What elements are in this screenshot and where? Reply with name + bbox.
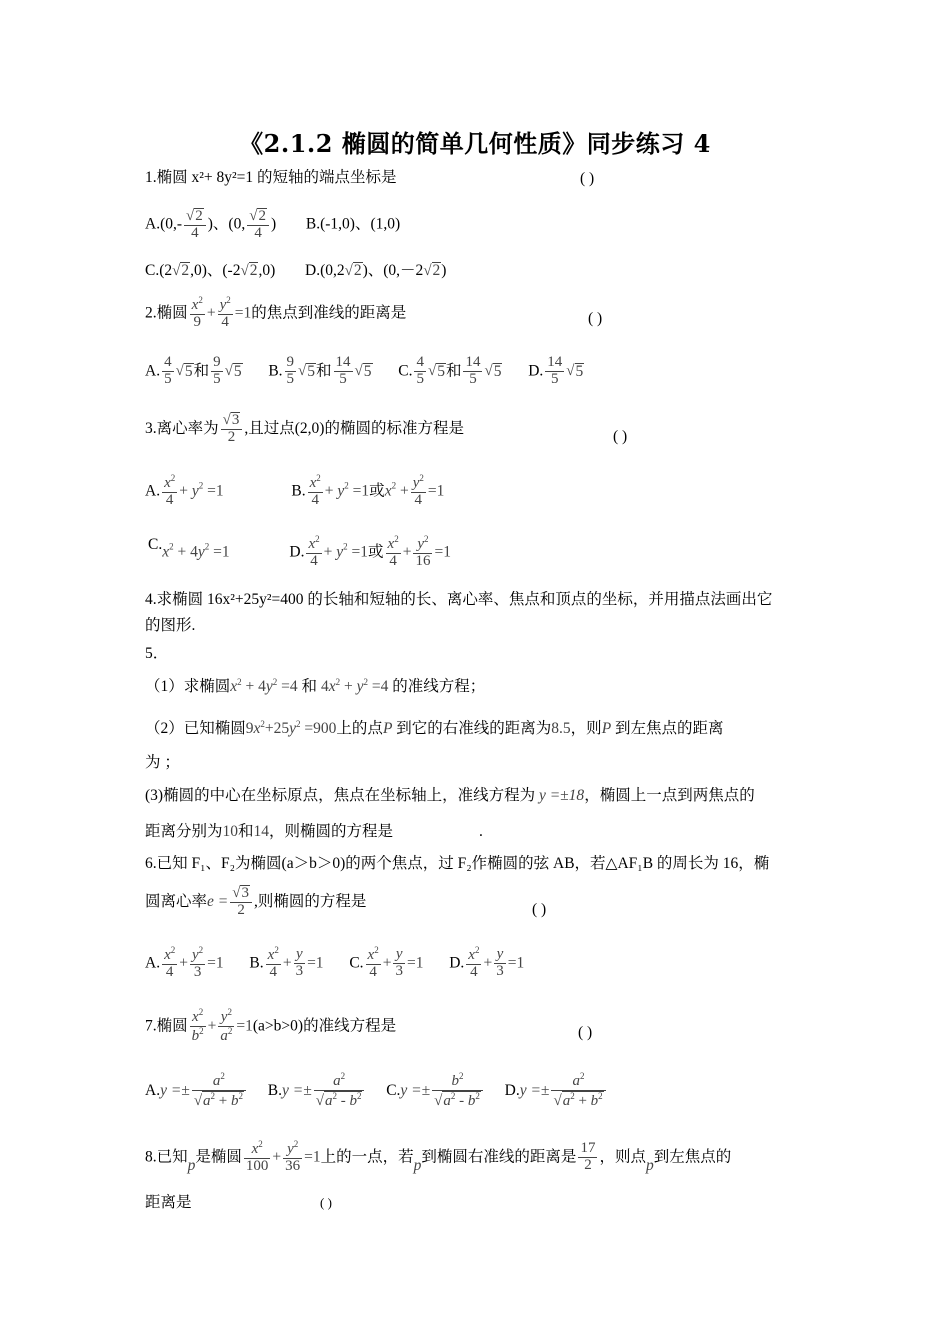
q5-part3: (3)椭圆的中心在坐标原点，焦点在坐标轴上，准线方程为 y =±18，椭圆上一点到两焦点的 (145, 787, 755, 804)
q5-part2-line2: 为 ； (145, 754, 180, 771)
q7-options: A.y =± $\frac{a^2}{√a^2 + b^2}$ B.y =± $\frac{a^2}{√a^2 - b^2}$ C.y =± $\frac{b^2}{√a^2 - b^2}$ D.y =± $\frac{a^2}{√a^2 + b^2}$ (145, 1072, 608, 1110)
q4-line1: 4.求椭圆 16x²+25y²=400 的长轴和短轴的长、离心率、焦点和顶点的坐标，并用描点法画出它 (145, 591, 773, 608)
q3-options-cd: $C.x^2 + 4y^2 =1$ D. $\frac{x^2}{4}$ + $y^2 =1$或 $\frac{x^2}{4}$ + $\frac{y^2}{16}$ =1 (148, 534, 451, 569)
q2-bracket: ( ) (588, 310, 603, 327)
frac-y2-over-4: $\frac{y^2}{4}$ (219, 295, 231, 330)
q1-option-b: B.(-1,0)、(1,0) (305, 215, 401, 233)
q1-bracket: ( ) (580, 170, 595, 187)
page-title: 《2.1.2 椭圆的简单几何性质》同步练习 4 (239, 129, 711, 158)
q6-line2: 圆离心率e = $\frac{√3}{2}$ ,则椭圆的方程是 (145, 885, 367, 918)
frac-sqrt3-over-2: $\frac{√3}{2}$ (230, 885, 252, 919)
q5-part1: （1）求椭圆$x^2 + 4y^2 =4$ 和 $4x^2 + y^2 =4$ 的准线方程； (145, 677, 486, 696)
frac-x2-over-9: $\frac{x^2}{9}$ (191, 295, 203, 330)
q3-bracket: ( ) (613, 428, 628, 445)
frac-sqrt2-over-4: $\frac{√2}{4}$ (247, 208, 269, 242)
frac-sqrt3-over-2: $\frac{√3}{2}$ (221, 412, 243, 446)
q1-options-cd: C.(2√2,0)、(-2√2,0) D.(0,2√2)、(0,－2√2) (145, 262, 447, 279)
q8-stem: 8.已知p是椭圆 $\frac{x^2}{100}$ + $\frac{y^2}{36}$ =1上的一点，若p到椭圆右准线的距离是 $\frac{17}{2}$ ，则点p到左焦点的 (145, 1139, 732, 1174)
q8-bracket: ( ) (320, 1195, 332, 1210)
q4-line2: 的图形. (145, 617, 196, 634)
q3-stem: 3.离心率为 $\frac{√3}{2}$ ,且过点(2,0)的椭圆的标准方程是 (145, 412, 464, 445)
frac-sqrt2-over-4: $\frac{√2}{4}$ (184, 208, 206, 242)
q5-part2: （2）已知椭圆$9x^2+25y^2 =900$上的点P 到它的右准线的距离为8.5，则P 到左焦点的距离 (145, 719, 724, 738)
q1-stem: 1.椭圆 x²+ 8y²=1 的短轴的端点坐标是 (145, 169, 397, 186)
q6-options: A. $\frac{x^2}{4}$ + $\frac{y^2}{3}$ =1 B. $\frac{x^2}{4}$ + $\frac{y}{3}$ =1 C. $\frac{x^2}{4}$ + $\frac{y}{3}$ =1 D. $\frac{x^2}{4}$ + $\frac{y}{3}$ =1 (145, 945, 525, 980)
q2-options: A. $\frac{4}{5}$ √5和 $\frac{9}{5}$ √5 B. $\frac{9}{5}$ √5和 $\frac{14}{5}$ √5 C. $\frac{4}{5}$ √5和 $\frac{14}{5}$ √5 D. $\frac{14}{5}$ √5 (145, 354, 584, 387)
q8-line2: 距离是 (145, 1194, 192, 1211)
q5-number: 5． (145, 645, 169, 662)
q3-options-ab: A. $\frac{x^2}{4}$ + $y^2 =1$ B. $\frac{x^2}{4}$ + $y^2 =1$或$x^2$ + $\frac{y^2}{4}$ =1 (145, 473, 445, 508)
q2-stem: 2.椭圆 $\frac{x^2}{9}$ + $\frac{y^2}{4}$ =1的焦点到准线的距离是 (145, 295, 407, 330)
q5-part3-line2: 距离分别为10和14，则椭圆的方程是 . (145, 823, 483, 840)
q6-line1: 6.已知 F₁、F₂为椭圆(a＞b＞0)的两个焦点，过 F₂作椭圆的弦 AB，若△AF₁B 的周长为 16，椭 (145, 855, 770, 872)
q7-bracket: ( ) (578, 1024, 593, 1041)
q7-stem: 7.椭圆 $\frac{x^2}{b^2}$ + $\frac{y^2}{a^2}$ =1(a>b>0)的准线方程是 (145, 1007, 397, 1044)
q6-bracket: ( ) (532, 901, 547, 918)
q1-options-ab: A.(0,- $\frac{√2}{4}$ )、(0, $\frac{√2}{4}$ ) B.(-1,0)、(1,0) (145, 208, 401, 241)
